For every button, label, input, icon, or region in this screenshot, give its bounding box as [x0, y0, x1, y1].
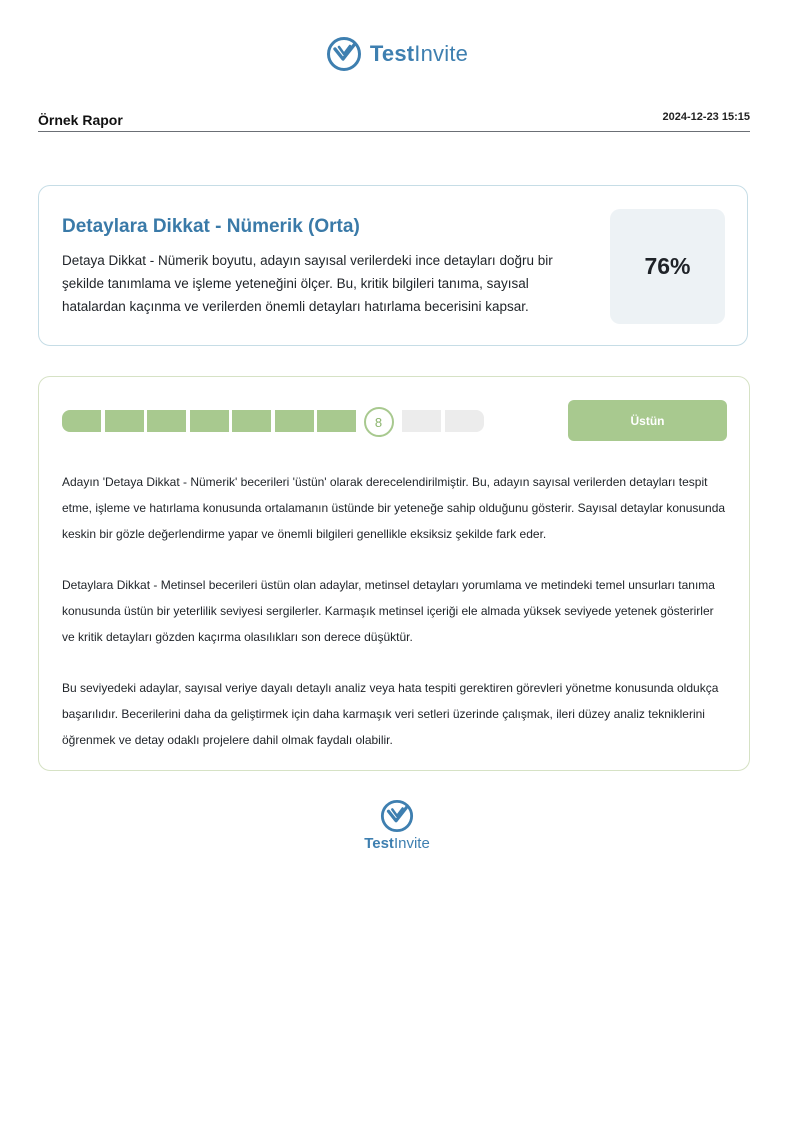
level-marker: 8: [364, 407, 394, 437]
paragraph-1: Adayın 'Detaya Dikkat - Nümerik' becerileri 'üstün' olarak derecelendirilmiştir. Bu, adayın sayısal verilerden detayları tespit etme, işleme ve hatırlama konusunda ortalamanın üstünde bir yeteneğe sahip olduğunu gösterir. Sayısal detaylar konusunda keskin bir gözle değerlendirme yapar ve önemli bilgileri genellikle eksiksiz şekilde fark eder.: [62, 475, 726, 541]
level-segment: [105, 410, 144, 432]
level-card: [38, 376, 750, 771]
skill-title: Detaylara Dikkat - Nümerik (Orta): [62, 216, 360, 237]
summary-card: [38, 185, 748, 346]
report-header: [38, 110, 750, 132]
brand-name-small: TestInvite: [364, 835, 430, 852]
level-segment: [445, 410, 484, 432]
paragraph-2: Detaylara Dikkat - Metinsel becerileri üstün olan adaylar, metinsel detayları yorumlama ve metindeki temel unsurları tanıma konusunda üstün bir yeterlilik seviyesi sergilerler. Karmaşık metinsel içeriği ele almada yüksek seviyede yetenek gösterirler ve kritik detayları gözden kaçırma olasılıkları son derece düşüktür.: [62, 578, 715, 644]
brand-name: TestInvite: [369, 41, 469, 66]
score-value: 76%: [644, 253, 691, 279]
skill-description: Detaya Dikkat - Nümerik boyutu, adayın sayısal verilerdeki ince detayları doğru bir şekilde tanımlama ve işleme yeteneğini ölçer. Bu, kritik bilgileri tanıma, sayısal hatalardan kaçınma ve verilerden önemli detayları hatırlama becerisini kapsar.: [62, 253, 553, 314]
check-badge-icon: [380, 799, 414, 833]
level-bar: [62, 409, 484, 433]
level-segment: [190, 410, 229, 432]
level-segment: [62, 410, 101, 432]
report-date: 2024-12-23 15:15: [662, 111, 750, 123]
brand-logo-top: [0, 36, 794, 72]
brand-logo-bottom: [0, 799, 794, 852]
level-segment: [147, 410, 186, 432]
level-segment: [402, 410, 441, 432]
check-badge-icon: [326, 36, 362, 72]
report-title: Örnek Rapor: [38, 112, 123, 128]
level-segment: [232, 410, 271, 432]
level-label-badge: Üstün: [568, 400, 727, 441]
level-segment: [317, 410, 356, 432]
score-box: [610, 209, 725, 324]
level-segment: [275, 410, 314, 432]
paragraph-3: Bu seviyedeki adaylar, sayısal veriye dayalı detaylı analiz veya hata tespiti gerektiren görevleri yönetme konusunda oldukça başarılıdır. Becerilerini daha da geliştirmek için daha karmaşık veri setleri üzerinde çalışmak, ileri düzey analiz tekniklerini öğrenmek ve detay odaklı projelere dahil olmak faydalı olabilir.: [62, 681, 719, 747]
